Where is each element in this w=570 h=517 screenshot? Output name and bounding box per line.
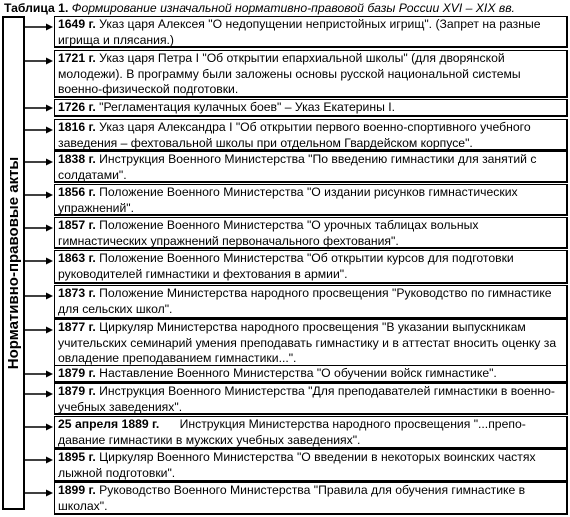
entry-box [54, 16, 568, 48]
entry-box [54, 50, 568, 98]
arrow-head-icon [46, 391, 53, 398]
arrow-head-icon [46, 105, 53, 112]
arrow-head-icon [46, 490, 53, 497]
arrow-head-icon [46, 293, 53, 300]
entry-box [54, 319, 568, 367]
arrow-head-icon [46, 327, 53, 334]
entry-year: 1857 г. [58, 218, 96, 232]
side-label: Нормативно-правовые акты [4, 156, 22, 370]
entry-year: 1649 г. [58, 17, 96, 31]
entry-year: 1899 г. [58, 483, 96, 497]
entry-year: 1879 г. [58, 366, 96, 380]
entry-text: Положение Военного Министерства "О урочных таблицах вольных гимнастических упражнений первоначального фехтования". [58, 218, 479, 248]
table-title-text: Формирование изначальной нормативно-правовой базы России XVI – XIX вв. [71, 1, 515, 15]
entry-year: 1856 г. [58, 185, 96, 199]
entry-text: Положение Министерства народного просвещения "Руководство по гимнастике для сельских школ". [58, 286, 552, 316]
entry-box [54, 99, 568, 117]
entry-box [54, 383, 568, 415]
entry-year: 1873 г. [58, 286, 96, 300]
arrow-head-icon [46, 225, 53, 232]
arrow-head-icon [46, 424, 53, 431]
entry-text: Указ царя Петра I "Об открытии епархиальной школы" (для дворянской молодежи). В программу были заложены основы русской национальной системы военно-физической подготовки. [58, 51, 521, 97]
arrow-head-icon [46, 457, 53, 464]
arrow-head-icon [46, 192, 53, 199]
entry-year: 1721 г. [58, 51, 96, 65]
entry-year: 1863 г. [58, 251, 96, 265]
arrow-head-icon [46, 58, 53, 65]
entry-text: Инструкция Министерства народного просвещения "...препо-давание гимнастики в мужских учебных заведениях". [58, 417, 526, 447]
entry-text: Инструкция Военного Министерства "По введению гимнастики для занятий с солдатами". [58, 152, 537, 182]
entry-box [54, 365, 568, 383]
entry-year: 1879 г. [58, 384, 96, 398]
entry-year: 1895 г. [58, 450, 96, 464]
entry-box [54, 250, 568, 284]
table-title-label: Таблица 1. [4, 1, 69, 15]
entry-text: Указ царя Александра I "Об открытии первого военно-спортивного учебного заведения – фехтовальной школы при отдельном Гвардейском корпусе". [58, 120, 531, 150]
entry-box [54, 119, 568, 151]
entry-year: 1726 г. [58, 100, 96, 114]
entry-text: Указ царя Алексея "О недопущении непристойных игрищ". (Запрет на разные игрища и плясания.) [58, 17, 541, 47]
entry-year: 1816 г. [58, 120, 96, 134]
entry-text: "Регламентация кулачных боев" – Указ Екатерины I. [99, 100, 396, 114]
entry-box [54, 151, 568, 183]
entry-text: Инструкция Военного Министерства "Для преподавателей гимнастики в военно-учебных заведениях". [58, 384, 555, 414]
entry-box [54, 449, 568, 482]
arrow-head-icon [46, 258, 53, 265]
entry-box [54, 416, 568, 449]
entry-box [54, 217, 568, 249]
entry-text: Положение Военного Министерства "О издании рисунков гимнастических упражнений". [58, 185, 518, 215]
entry-box [54, 482, 568, 515]
entry-text: Циркуляр Министерства народного просвещения "В указании выпускникам учительских семинарий умения преподавать гимнастику и в аттестат вносить оценку за овладение преподаванием гимнастики...". [58, 320, 557, 366]
arrow-head-icon [46, 24, 53, 31]
arrow-head-icon [46, 159, 53, 166]
arrow-head-icon [46, 371, 53, 378]
entry-text: Руководство Военного Министерства "Правила для обучения гимнастике в школах". [58, 483, 526, 513]
entry-text: Циркуляр Военного Министерства "О введении в некоторых воинских частях лыжной подготовки". [58, 450, 536, 480]
entry-box [54, 184, 568, 216]
entry-year: 25 апреля 1889 г. [58, 417, 160, 431]
entry-year: 1838 г. [58, 152, 96, 166]
entry-text: Наставление Военного Министерства "О обучении войск гимнастике". [99, 366, 497, 380]
entry-text: Положение Военного Министерства "Об открытии курсов для подготовки руководителей гимнастики и фехтования в армии". [58, 251, 514, 281]
entry-year: 1877 г. [58, 320, 96, 334]
arrow-head-icon [46, 127, 53, 134]
entry-box [54, 285, 568, 319]
